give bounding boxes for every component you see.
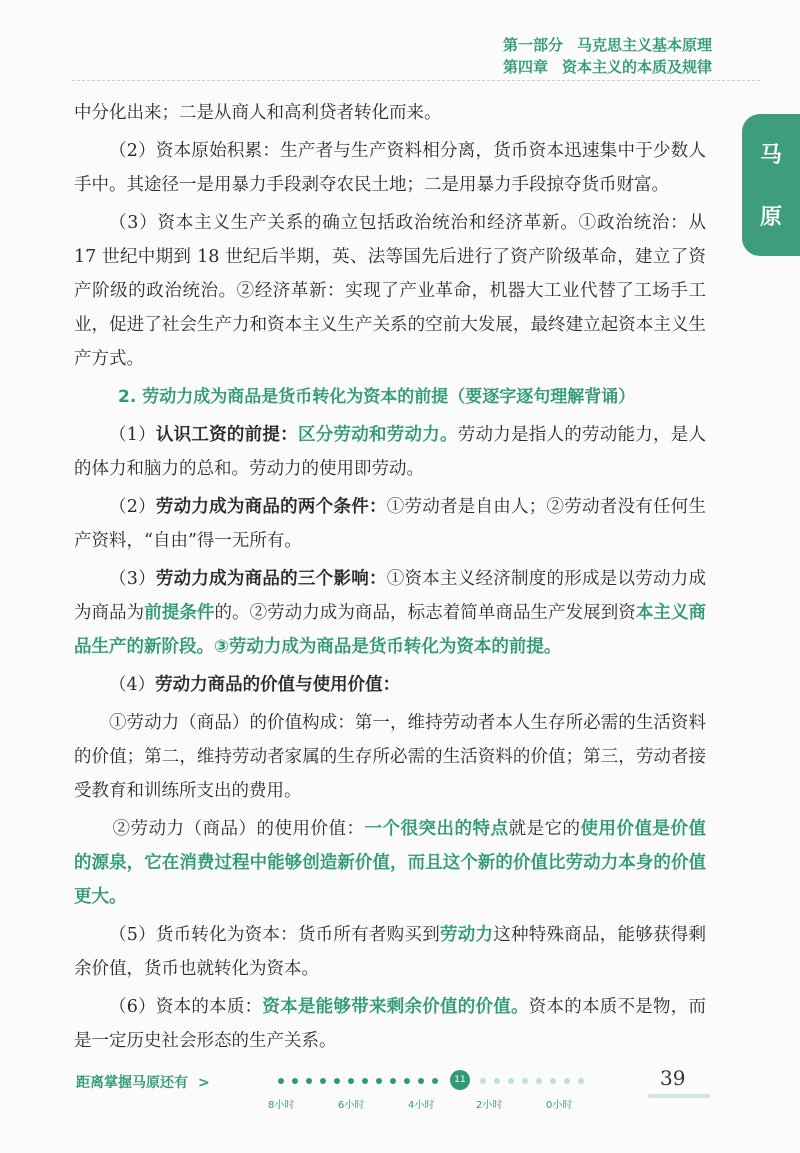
- header-divider: [72, 80, 760, 81]
- p3-bold: 认识工资的前提：: [155, 425, 298, 445]
- timeline-dot: [334, 1078, 340, 1084]
- timeline-tick: 6小时: [338, 1100, 365, 1111]
- paragraph-9: [74, 918, 706, 986]
- p8-text-1: ②劳动力（商品）的使用价值：: [112, 819, 365, 839]
- timeline-tick: 0小时: [546, 1100, 573, 1111]
- chapter-label: 第四章: [502, 58, 548, 76]
- timeline-dot: [278, 1078, 284, 1084]
- header-chapter: [489, 56, 712, 78]
- p5-highlight-2: 本主义商品生产的新阶段。③劳动力成为商品是货币转化为资本的前提。: [74, 603, 707, 657]
- timeline-dot: [348, 1078, 354, 1084]
- p5-prefix: （3）: [109, 569, 156, 589]
- timeline-dot: [376, 1078, 382, 1084]
- timeline-dot: [404, 1078, 410, 1084]
- paragraph-8: [74, 812, 706, 914]
- progress-timeline: [268, 1062, 628, 1122]
- timeline-dot: [564, 1078, 570, 1084]
- p8-text-2: 就是它的: [508, 819, 581, 839]
- header-part: [489, 34, 712, 56]
- p4-prefix: （2）: [109, 497, 156, 517]
- paragraph-2: （3）资本主义生产关系的确立包括政治统治和经济革新。①政治统治：从 17 世纪中期到 18 世纪后半期，英、法等国先后进行了资产阶级革命，建立了资产阶级的政治统治。②经济革新：实现了产业革命，机器大工业代替了工场手工业，促进了社会生产力和资本主义生产关系的空前大发展，最终建立起资本主义生产方式。: [74, 213, 706, 369]
- timeline-tick: 2小时: [476, 1100, 503, 1111]
- p5-text-2: 的。②劳动力成为商品，标志着简单商品生产发展到资: [214, 603, 636, 623]
- p5-bold: 劳动力成为商品的三个影响：: [155, 569, 387, 589]
- p5-text-1: ①资本主义经济制度的形成是以劳动力成为商品为: [74, 569, 707, 623]
- p9-text-1: （5）货币转化为资本：货币所有者购买到: [109, 925, 440, 945]
- timeline-dot: [536, 1078, 542, 1084]
- side-tab-char-1: 马: [759, 143, 782, 168]
- timeline-dot: [480, 1078, 486, 1084]
- paragraph-0: 中分化出来；二是从商人和高利贷者转化而来。: [74, 103, 442, 123]
- running-header: [489, 34, 712, 78]
- paragraph-10: [74, 990, 706, 1058]
- p3-rest: 劳动力是指人的劳动能力，是人的体力和脑力的总和。劳动力的使用即劳动。: [74, 425, 707, 479]
- p3-prefix: （1）: [109, 425, 156, 445]
- p8-highlight-2: 使用价值是价值的源泉，它在消费过程中能够创造新价值，而且这个新的价值比劳动力本身的价值更大。: [74, 819, 706, 907]
- timeline-dot: [418, 1078, 424, 1084]
- timeline-dot: [522, 1078, 528, 1084]
- p10-text-1: （6）资本的本质：: [109, 997, 263, 1017]
- part-title: 马克思主义基本原理: [576, 36, 712, 54]
- timeline-dot: [306, 1078, 312, 1084]
- paragraph-3: [74, 418, 706, 486]
- timeline-dot: [292, 1078, 298, 1084]
- timeline-dot: [390, 1078, 396, 1084]
- timeline-dot: [432, 1078, 438, 1084]
- timeline-dot: [550, 1078, 556, 1084]
- p5-highlight-1: 前提条件: [144, 603, 215, 623]
- section-title: 2. 劳动力成为商品是货币转化为资本的前提（要逐字逐句理解背诵）: [118, 387, 636, 407]
- paragraph-1: （2）资本原始积累：生产者与生产资料相分离，货币资本迅速集中于少数人手中。其途径一是用暴力手段剥夺农民土地；二是用暴力手段掠夺货币财富。: [74, 141, 706, 195]
- timeline-dot: [494, 1078, 500, 1084]
- timeline-current-marker: 11: [450, 1070, 470, 1090]
- paragraph-5: [74, 562, 706, 664]
- p10-text-2: 资本的本质不是物，而是一定历史社会形态的生产关系。: [74, 997, 707, 1051]
- progress-label-text: 距离掌握马原还有: [76, 1075, 188, 1091]
- timeline-dot: [320, 1078, 326, 1084]
- p8-highlight-1: 一个很突出的特点: [364, 819, 509, 839]
- timeline-tick: 4小时: [408, 1100, 435, 1111]
- p9-highlight: 劳动力: [439, 925, 494, 945]
- paragraph-4: [74, 490, 706, 558]
- progress-label: [76, 1072, 210, 1092]
- page-body: [74, 96, 706, 1062]
- p6-bold: 劳动力商品的价值与使用价值：: [155, 675, 401, 695]
- p3-highlight: 区分劳动和劳动力。: [297, 425, 458, 445]
- p10-highlight: 资本是能够带来剩余价值的价值。: [262, 997, 529, 1017]
- p9-text-2: 这种特殊商品，能够获得剩余价值，货币也就转化为资本。: [74, 925, 707, 979]
- paragraph-6: [74, 668, 706, 702]
- chapter-title: 资本主义的本质及规律: [561, 58, 712, 76]
- page-number: 39: [660, 1066, 686, 1090]
- section-side-tab: [742, 114, 800, 256]
- chevron-right-icon: >: [198, 1075, 210, 1091]
- side-tab-char-2: 原: [759, 205, 782, 230]
- timeline-dot: [508, 1078, 514, 1084]
- p6-prefix: （4）: [109, 675, 156, 695]
- timeline-dot: [362, 1078, 368, 1084]
- p4-bold: 劳动力成为商品的两个条件：: [155, 497, 387, 517]
- part-label: 第一部分: [502, 36, 563, 54]
- page-number-underline: [648, 1094, 710, 1098]
- paragraph-7: ①劳动力（商品）的价值构成：第一，维持劳动者本人生存所必需的生活资料的价值；第二，维持劳动者家属的生存所必需的生活资料的价值；第三，劳动者接受教育和训练所支出的费用。: [74, 713, 706, 801]
- timeline-tick: 8小时: [268, 1100, 295, 1111]
- timeline-dot: [578, 1078, 584, 1084]
- p4-rest: ①劳动者是自由人；②劳动者没有任何生产资料，“自由”得一无所有。: [74, 497, 707, 551]
